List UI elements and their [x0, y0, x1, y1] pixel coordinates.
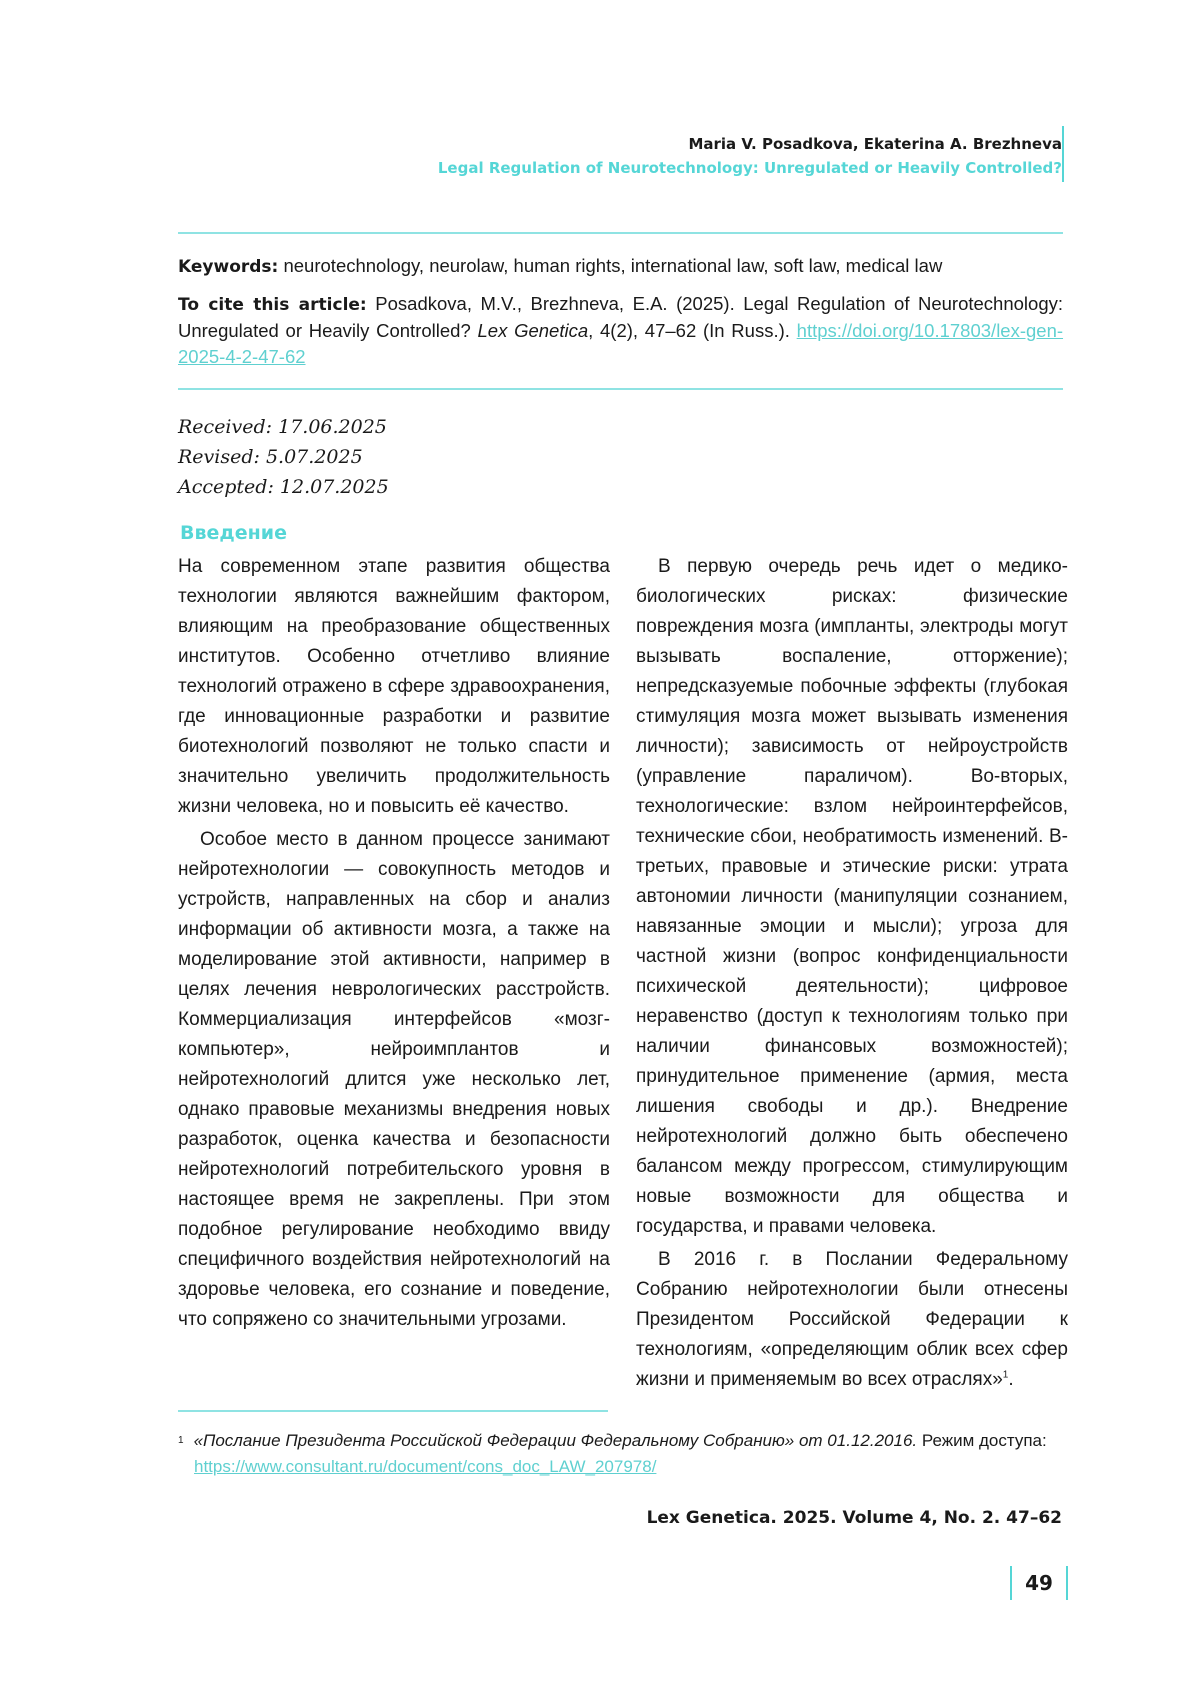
citation-details: , 4(2), 47–62 (In Russ.).	[588, 320, 790, 341]
footnote-divider	[178, 1410, 608, 1412]
paragraph: На современном этапе развития общества технологии являются важнейшим фактором, влияющим на преобразование общественных институтов. Особенно отчетливо влияние технологий отражено в сфере здравоохранения, где инновационные разработки и развитие биотехнологий позволяют не только спасти и значительно увеличить продолжительность жизни человека, но и повысить её качество.	[178, 556, 610, 817]
footnote	[178, 1428, 1063, 1480]
citation-text: Posadkova, M.V., Brezhneva, E.A. (2025). Legal Regulation of Neurotechnology: Unregulated or Heavily Controlled?	[178, 293, 1063, 341]
running-head	[438, 132, 1062, 180]
left-column	[178, 552, 610, 1338]
keywords	[178, 253, 1063, 280]
citation-journal: Lex Genetica	[477, 320, 589, 341]
doi-link[interactable]: https://doi.org/10.17803/lex-gen-2025-4-2-47-62	[178, 320, 1064, 367]
header-accent-bar	[1062, 126, 1064, 182]
journal-info: Lex Genetica. 2025. Volume 4, No. 2. 47–62	[646, 1508, 1062, 1528]
revised-date: Revised: 5.07.2025	[178, 446, 363, 468]
accepted-date: Accepted: 12.07.2025	[178, 476, 389, 498]
divider-top	[178, 232, 1063, 234]
keywords-label: Keywords:	[178, 257, 279, 277]
citation-label: To cite this article:	[178, 295, 367, 315]
divider-bottom	[178, 388, 1063, 390]
footnote-number: 1	[178, 1435, 184, 1446]
article-title: Legal Regulation of Neurotechnology: Unregulated or Heavily Controlled?	[437, 159, 1062, 177]
section-heading: Введение	[180, 522, 287, 544]
footnote-access: Режим доступа:	[921, 1431, 1047, 1450]
received-date: Received: 17.06.2025	[178, 416, 387, 438]
citation	[178, 291, 1063, 370]
paragraph: В 2016 г. в Послании Федеральному Собранию нейротехнологии были отнесены Президентом Российской Федерации к технологиям, «определяющим облик всех сфер жизни и применяемым во всех отраслях»$^1$.	[636, 1249, 1068, 1390]
authors: Maria V. Posadkova, Ekaterina A. Brezhneva	[688, 135, 1062, 153]
footnote-link[interactable]: https://www.consultant.ru/document/cons_doc_LAW_207978/	[194, 1457, 657, 1476]
paragraph: В первую очередь речь идет о медико-биологических рисках: физические повреждения мозга (импланты, электроды могут вызывать воспаление, отторжение); непредсказуемые побочные эффекты (глубокая стимуляция мозга может вызывать изменения личности); зависимость от нейроустройств (управление параличом). Во-вторых, технологические: взлом нейроинтерфейсов, технические сбои, необратимость изменений. В-третьих, правовые и этические риски: утрата автономии личности (манипуляции сознанием, навязанные эмоции и мысли); угроза для частной жизни (вопрос конфиденциальности психической деятельности); цифровое неравенство (доступ к технологиям только при наличии финансовых возможностей); принудительное применение (армия, места лишения свободы и др.). Внедрение нейротехнологий должно быть обеспечено балансом между прогрессом, стимулирующим новые возможности для общества и государства, и правами человека.	[636, 556, 1068, 1237]
right-column	[636, 552, 1068, 1398]
footnote-ref[interactable]: 1	[1002, 1369, 1009, 1381]
page-number: 49	[1010, 1566, 1068, 1600]
article-dates	[178, 412, 389, 502]
footnote-text: «Послание Президента Российской Федерации Федеральному Собранию» от 01.12.2016.	[193, 1431, 918, 1450]
paragraph: Особое место в данном процессе занимают нейротехнологии — совокупность методов и устройств, направленных на сбор и анализ информации об активности мозга, а также на моделирование этой активности, например в целях лечения неврологических расстройств. Коммерциализация интерфейсов «мозг-компьютер», нейроимплантов и нейротехнологий длится уже несколько лет, однако правовые механизмы внедрения новых разработок, оценка качества и безопасности нейротехнологий потребительского уровня в настоящее время не закреплены. При этом подобное регулирование необходимо ввиду специфичного воздействия нейротехнологий на здоровье человека, его сознание и поведение, что сопряжено со значительными угрозами.	[178, 829, 610, 1330]
keywords-text: neurotechnology, neurolaw, human rights, international law, soft law, medical law	[283, 255, 943, 276]
